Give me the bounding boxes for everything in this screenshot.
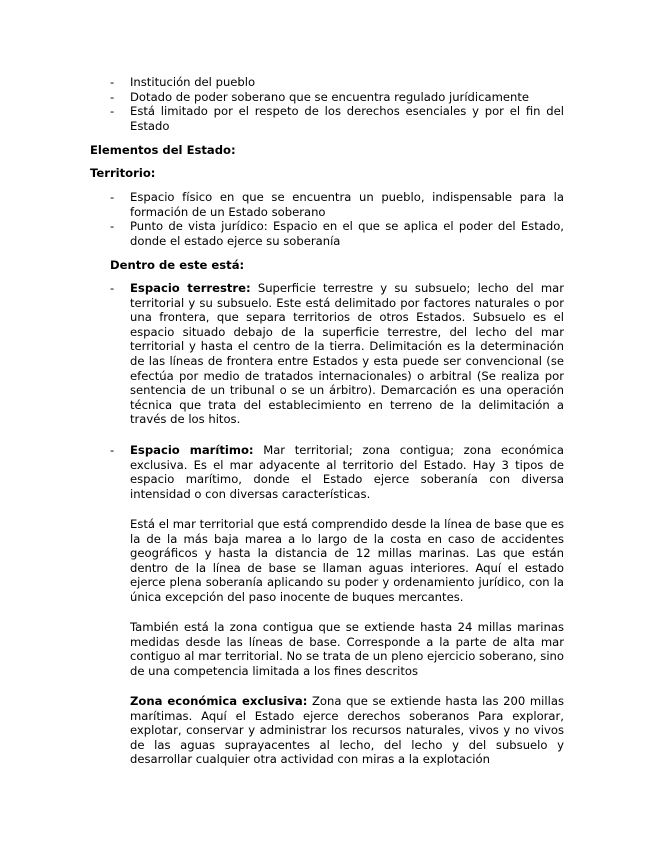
list-item: - Punto de vista jurídico: Espacio en el que se aplica el poder del Estado, donde el estado ejerce su soberanía bbox=[90, 219, 564, 248]
paragraph-zona-economica bbox=[130, 694, 564, 767]
zona-economica-text: Zona que se extiende hasta las 200 millas marítimas. Aquí el Estado ejerce derechos soberanos Para explorar, explotar, conservar y administrar los recursos naturales, vivos y no vivos de las aguas suprayacentes al lecho, del lecho y del subsuelo y desarrollar cualquier otra actividad con miras a la explotación bbox=[130, 694, 564, 767]
heading-dentro: Dentro de este está: bbox=[110, 258, 245, 272]
espacio-maritimo-list bbox=[90, 443, 564, 501]
list-item: - Institución del pueblo bbox=[90, 75, 564, 90]
paragraph-mar-territorial: Está el mar territorial que está comprendido desde la línea de base que es la de la más baja marea a lo largo de la costa en caso de accidentes geográficos y hasta la distancia de 12 millas marinas. Las que están dentro de la línea de base se llaman aguas interiores. Aquí el estado ejerce plena soberanía aplicando su poder y ordenamiento jurídico, con la única excepción del paso inocente de buques mercantes. bbox=[130, 517, 564, 604]
espacio-terrestre-list bbox=[90, 281, 564, 427]
list-item: - Está limitado por el respeto de los derechos esenciales y por el fin del Estado bbox=[90, 104, 564, 133]
top-list bbox=[90, 75, 564, 133]
list-item: - Espacio físico en que se encuentra un pueblo, indispensable para la formación de un Estado soberano bbox=[90, 190, 564, 219]
heading-elementos: Elementos del Estado: bbox=[90, 143, 236, 157]
espacio-maritimo-text: Mar territorial; zona contigua; zona económica exclusiva. Es el mar adyacente al territorio del Estado. Hay 3 tipos de espacio marítimo, donde el Estado ejerce soberanía con diversa intensidad o con diversas características. bbox=[130, 443, 564, 501]
heading-territorio: Territorio: bbox=[90, 166, 156, 180]
list-item-espacio-maritimo bbox=[90, 443, 564, 501]
term-espacio-terrestre: Espacio terrestre: bbox=[130, 281, 251, 295]
paragraph-zona-contigua: También está la zona contigua que se extiende hasta 24 millas marinas medidas desde las líneas de base. Corresponde a la parte de alta mar contiguo al mar territorial. No se trata de un pleno ejercicio soberano, sino de una competencia limitada a los fines descritos bbox=[130, 620, 564, 678]
list-item: - Dotado de poder soberano que se encuentra regulado jurídicamente bbox=[90, 90, 564, 105]
territorio-list bbox=[90, 190, 564, 248]
list-item-espacio-terrestre bbox=[90, 281, 564, 427]
term-zona-economica: Zona económica exclusiva: bbox=[130, 694, 308, 708]
espacio-terrestre-text: Superficie terrestre y su subsuelo; lecho del mar territorial y su subsuelo. Este está delimitado por factores naturales o por una frontera, que separa territorios de otros Estados. Subsuelo es el espacio situado debajo de la superficie terrestre, del lecho del mar territorial y hasta el centro de la tierra. Delimitación es la determinación de las líneas de frontera entre Estados y esta puede ser convencional (se efectúa por medio de tratados internacionales) o arbitral (Se realiza por sentencia de un tribunal o se un árbitro). Demarcación es una operación técnica que trata del establecimiento en terreno de la delimitación a través de los hitos. bbox=[130, 281, 564, 427]
term-espacio-maritimo: Espacio marítimo: bbox=[130, 443, 254, 457]
